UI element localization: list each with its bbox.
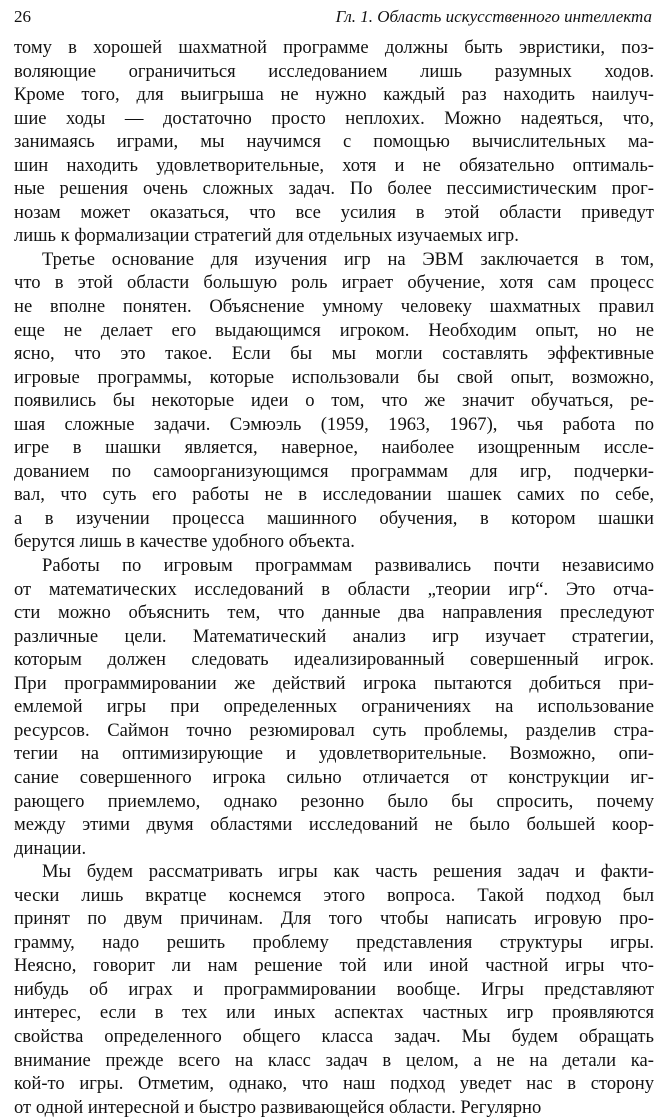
text-line: ные решения очень сложных задач. По более пессимистическим прог- [14, 178, 654, 200]
text-line: Кроме того, для выигрыша не нужно каждый раз находить наилуч- [14, 84, 654, 106]
text-line: появились бы некоторые идеи о том, что же значит обучаться, ре- [14, 390, 654, 412]
text-line: игровые программы, которые использовали бы свой опыт, возможно, [14, 366, 654, 388]
text-line: лишь к формализации стратегий для отдельных изучаемых игр. [14, 225, 519, 247]
page-number: 26 [14, 7, 31, 26]
text-line: от математических исследований в области „теории игр“. Это отча- [14, 578, 654, 600]
text-line: Работы по игровым программам развивались почти независимо [42, 555, 654, 577]
text-line: между этими двумя областями исследований не было большей коор- [14, 814, 654, 836]
text-line: динации. [14, 837, 87, 859]
paragraph-2 [14, 248, 654, 554]
text-line: от одной интересной и быстро развивающейся области. Регулярно [14, 1096, 542, 1118]
text-line: вал, что суть его работы не в исследовании шашек самих по себе, [14, 484, 654, 506]
text-line: ресурсов. Саймон точно резюмировал суть проблемы, разделив стра- [14, 719, 654, 741]
text-line: тому в хорошей шахматной программе должны быть эвристики, поз- [14, 37, 654, 58]
text-line: нибудь об играх и программировании вообще. Игры представляют [14, 978, 654, 1000]
text-line: дованием по самоорганизующимся программам для игр, подчерки- [14, 460, 654, 482]
text-line: которым должен следовать идеализированный совершенный игрок. [14, 649, 654, 671]
text-line: чески лишь вкратце коснемся этого вопроса. Такой подход был [14, 884, 654, 906]
text-line: Мы будем рассматривать игры как часть решения задач и факти- [42, 861, 654, 883]
text-line: грамму, надо решить проблему представления структуры игры. [14, 931, 654, 953]
text-line: свойства определенного общего класса задач. Мы будем обращать [14, 1025, 654, 1047]
text-line: воляющие ограничиться исследованием лишь разумных ходов. [14, 60, 654, 82]
text-line: берутся лишь в качестве удобного объекта. [14, 531, 355, 553]
paragraph-1 [14, 36, 654, 248]
text-line: что в этой области большую роль играет обучение, хотя сам процесс [14, 272, 654, 294]
text-line: нозам может оказаться, что все усилия в этой области приведут [14, 201, 654, 223]
text-line: шая сложные задачи. Сэмюэль (1959, 1963, 1967), чья работа по [14, 413, 654, 435]
text-line: ясно, что это такое. Если бы мы могли составлять эффективные [14, 343, 654, 365]
text-line: шие ходы — достаточно просто неплохих. Можно надеяться, что, [14, 107, 654, 129]
text-line: принят по двум причинам. Для того чтобы написать игровую про- [14, 908, 654, 930]
text-line: Третье основание для изучения игр на ЭВМ заключается в том, [42, 248, 654, 270]
text-line: а в изучении процесса машинного обучения, в котором шашки [14, 507, 654, 529]
running-title: Гл. 1. Область искусственного интеллекта [335, 7, 652, 26]
text-line: Неясно, говорит ли нам решение той или иной частной игры что- [14, 955, 654, 977]
text-line: При программировании же действий игрока пытаются добиться при- [14, 672, 654, 694]
text-line: рающего приемлемо, однако резонно было бы спросить, почему [14, 790, 654, 812]
text-line: внимание прежде всего на класс задач в целом, а не на детали ка- [14, 1049, 654, 1071]
paragraph-4 [14, 860, 654, 1119]
text-line: сание совершенного игрока сильно отличается от конструкции иг- [14, 766, 654, 788]
text-line: различные цели. Математический анализ игр изучает стратегии, [14, 625, 654, 647]
text-line: тегии на оптимизирующие и удовлетворительные. Возможно, опи- [14, 743, 654, 765]
body-text [14, 36, 654, 1119]
text-line: игре в шашки является, наверное, наиболее изощренным иссле- [14, 437, 654, 459]
paragraph-3 [14, 554, 654, 860]
page-header [14, 6, 654, 36]
text-line: интерес, если в тех или иных аспектах частных игр проявляются [14, 1002, 654, 1024]
text-line: кой-то игры. Отметим, однако, что наш подход уведет нас в сторону [14, 1073, 654, 1095]
text-line: сти можно объяснить тем, что данные два направления преследуют [14, 602, 654, 624]
text-line: шин находить удовлетворительные, хотя и не обязательно оптималь- [14, 154, 654, 176]
text-line: не вполне понятен. Объяснение умному человеку шахматных правил [14, 296, 654, 318]
text-line: еще не делает его выдающимся игроком. Необходим опыт, но не [14, 319, 654, 341]
text-line: занимаясь играми, мы научимся с помощью вычислительных ма- [14, 131, 654, 153]
text-line: емлемой игры при определенных ограничениях на использование [14, 696, 654, 718]
book-page [14, 6, 654, 1118]
